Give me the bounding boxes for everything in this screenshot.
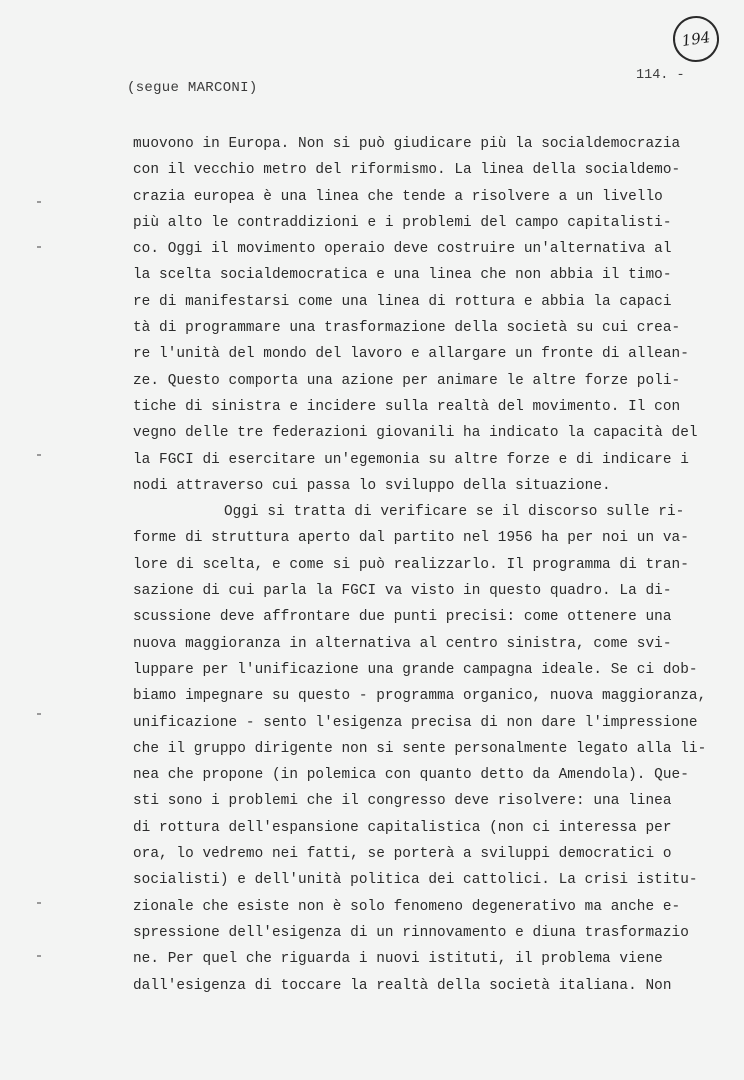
text-line: la FGCI di esercitare un'egemonia su altre forze e di indicare i: [133, 451, 689, 468]
text-line: scussione deve affrontare due punti precisi: come ottenere una: [133, 609, 672, 626]
text-line: di rottura dell'espansione capitalistica (non ci interessa per: [133, 819, 672, 836]
text-line: zionale che esiste non è solo fenomeno degenerativo ma anche e-: [133, 898, 681, 915]
page-number: 114. -: [636, 68, 685, 83]
text-line: ne. Per quel che riguarda i nuovi istituti, il problema viene: [133, 951, 663, 968]
text-line: vegno delle tre federazioni giovanili ha indicato la capacità del: [133, 425, 698, 442]
margin-mark: [37, 454, 41, 456]
text-line: lore di scelta, e come si può realizzarlo. Il programma di tran-: [133, 556, 689, 573]
text-line: ze. Questo comporta una azione per animare le altre forze poli-: [133, 372, 681, 389]
text-line: nea che propone (in polemica con quanto detto da Amendola). Que-: [133, 767, 689, 784]
text-line: tiche di sinistra e incidere sulla realtà del movimento. Il con: [133, 398, 681, 415]
text-line: spressione dell'esigenza di un rinnovamento e diuna trasformazio: [133, 924, 689, 941]
margin-mark: [37, 955, 41, 957]
text-line: re l'unità del mondo del lavoro e allargare un fronte di allean-: [133, 346, 689, 363]
text-line: nodi attraverso cui passa lo sviluppo della situazione.: [133, 477, 611, 494]
text-line: tà di programmare una trasformazione della società su cui crea-: [133, 320, 681, 337]
text-line: sti sono i problemi che il congresso deve risolvere: una linea: [133, 793, 672, 810]
text-line: forme di struttura aperto dal partito nel 1956 ha per noi un va-: [133, 530, 689, 547]
text-line: con il vecchio metro del riformismo. La linea della socialdemo-: [133, 162, 681, 179]
body-text: [133, 131, 713, 999]
text-line: ora, lo vedremo nei fatti, se porterà a sviluppi democratici o: [133, 846, 672, 863]
text-line: socialisti) e dell'unità politica dei cattolici. La crisi istitu-: [133, 872, 698, 889]
stamp-number: 194: [680, 28, 712, 50]
page-stamp: [670, 13, 722, 65]
text-line: crazia europea è una linea che tende a risolvere a un livello: [133, 188, 663, 205]
text-line: che il gruppo dirigente non si sente personalmente legato alla li-: [133, 740, 707, 757]
text-line: nuova maggioranza in alternativa al centro sinistra, come svi-: [133, 635, 672, 652]
text-line: luppare per l'unificazione una grande campagna ideale. Se ci dob-: [133, 661, 698, 678]
margin-mark: [37, 246, 41, 248]
text-line: Oggi si tratta di verificare se il discorso sulle ri-: [224, 504, 685, 521]
margin-mark: [37, 713, 41, 715]
speaker-header: (segue MARCONI): [127, 80, 258, 96]
text-line: sazione di cui parla la FGCI va visto in questo quadro. La di-: [133, 583, 672, 600]
margin-mark: [37, 902, 41, 904]
margin-mark: [37, 201, 41, 203]
text-line: unificazione - sento l'esigenza precisa di non dare l'impressione: [133, 714, 698, 731]
text-line: la scelta socialdemocratica e una linea che non abbia il timo-: [133, 267, 672, 284]
text-line: biamo impegnare su questo - programma organico, nuova maggioranza,: [133, 688, 707, 705]
text-line: co. Oggi il movimento operaio deve costruire un'alternativa al: [133, 241, 672, 258]
text-line: più alto le contraddizioni e i problemi del campo capitalisti-: [133, 214, 672, 231]
text-line: muovono in Europa. Non si può giudicare più la socialdemocrazia: [133, 136, 681, 152]
text-line: re di manifestarsi come una linea di rottura e abbia la capaci: [133, 293, 672, 310]
text-line: dall'esigenza di toccare la realtà della società italiana. Non: [133, 977, 672, 994]
